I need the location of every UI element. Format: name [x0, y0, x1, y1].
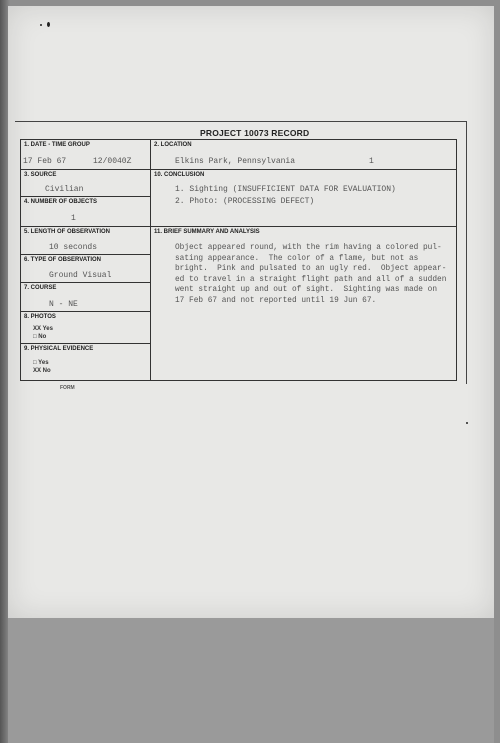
number-objects-value: 1 [71, 214, 76, 223]
form-footer-mark: FORM [60, 385, 75, 391]
form-right-column [151, 140, 456, 380]
number-objects-label: 4. NUMBER OF OBJECTS [24, 199, 98, 205]
physical-no-option: XX No [33, 368, 51, 374]
length-label: 5. LENGTH OF OBSERVATION [24, 229, 111, 235]
conclusion-cell [151, 170, 456, 227]
type-observation-cell [21, 255, 150, 283]
source-cell [21, 170, 150, 197]
record-form [20, 139, 457, 381]
scan-speck [40, 24, 42, 26]
photos-cell [21, 312, 150, 344]
course-cell [21, 283, 150, 312]
conclusion-line-2: 2. Photo: (PROCESSING DEFECT) [175, 197, 315, 206]
number-objects-cell [21, 197, 150, 227]
length-value: 10 seconds [49, 243, 98, 252]
date-time-label: 1. DATE - TIME GROUP [24, 142, 90, 148]
physical-yes-option: □ Yes [33, 360, 49, 366]
source-label: 3. SOURCE [24, 172, 57, 178]
location-extra: 1 [369, 157, 374, 166]
form-title: PROJECT 10073 RECORD [200, 128, 310, 138]
source-value: Civilian [45, 185, 84, 194]
location-cell [151, 140, 456, 170]
time-value: 12/0040Z [93, 157, 132, 166]
summary-text: Object appeared round, with the rim having a colored pul- sating appearance. The color of a flame, but not as bright. Pink and pulsated to an ugly red. Object appear- ed to travel in a straight flight path and all of a sudden went straight up and out of sight. Sighting was made on 17 Feb 67 and not reported until 19 Jun 67. [175, 244, 447, 305]
date-value: 17 Feb 67 [23, 157, 67, 166]
conclusion-line-1: 1. Sighting (INSUFFICIENT DATA FOR EVALUATION) [175, 185, 396, 194]
summary-cell [151, 227, 456, 382]
photos-yes-option: XX Yes [33, 326, 53, 332]
scan-speck [47, 22, 50, 27]
photos-label: 8. PHOTOS [24, 314, 56, 320]
course-value: N - NE [49, 300, 78, 309]
photos-no-option: □ No [33, 334, 47, 340]
course-label: 7. COURSE [24, 285, 57, 291]
type-observation-value: Ground Visual [49, 271, 112, 280]
physical-evidence-cell [21, 344, 150, 382]
summary-label: 11. BRIEF SUMMARY AND ANALYSIS [154, 229, 260, 235]
form-left-column [21, 140, 151, 380]
length-cell [21, 227, 150, 255]
type-observation-label: 6. TYPE OF OBSERVATION [24, 257, 102, 263]
scan-speck [466, 422, 468, 424]
scan-background [8, 618, 494, 743]
location-value: Elkins Park, Pennsylvania [175, 157, 296, 166]
conclusion-label: 10. CONCLUSION [154, 172, 205, 178]
physical-evidence-label: 9. PHYSICAL EVIDENCE [24, 346, 94, 352]
location-label: 2. LOCATION [154, 142, 192, 148]
date-time-cell [21, 140, 150, 170]
